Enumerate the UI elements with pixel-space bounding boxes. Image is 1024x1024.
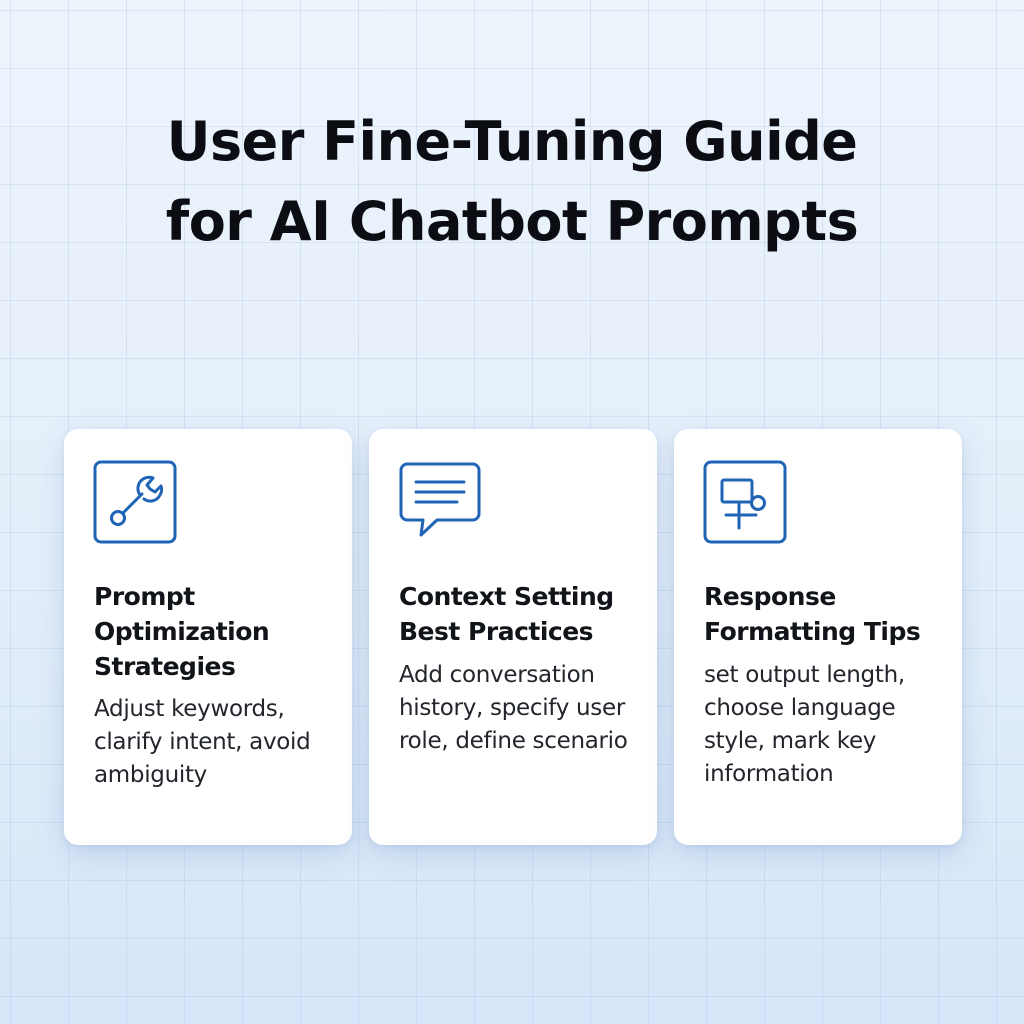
page-title-line-1: User Fine-Tuning Guide [166, 110, 858, 173]
card-response-formatting [674, 429, 962, 845]
wrench-icon [92, 459, 178, 545]
card-context-setting [369, 429, 657, 845]
card-title: Prompt Optimization Strategies [94, 582, 270, 681]
card-description: Adjust keywords, clarify intent, avoid ambiguity [94, 696, 311, 788]
page-title-line-2: for AI Chatbot Prompts [165, 190, 859, 253]
card-title: Context Setting Best Practices [399, 582, 614, 646]
card-description: set output length, choose language style, mark key information [704, 662, 905, 787]
chat-bubble-icon [397, 459, 483, 545]
card-prompt-optimization [64, 429, 352, 845]
card-title: Response Formatting Tips [704, 582, 921, 646]
page-title [0, 102, 1024, 262]
tips-card-list [0, 429, 1024, 845]
card-description: Add conversation history, specify user role, define scenario [399, 662, 628, 754]
format-layout-icon [702, 459, 788, 545]
